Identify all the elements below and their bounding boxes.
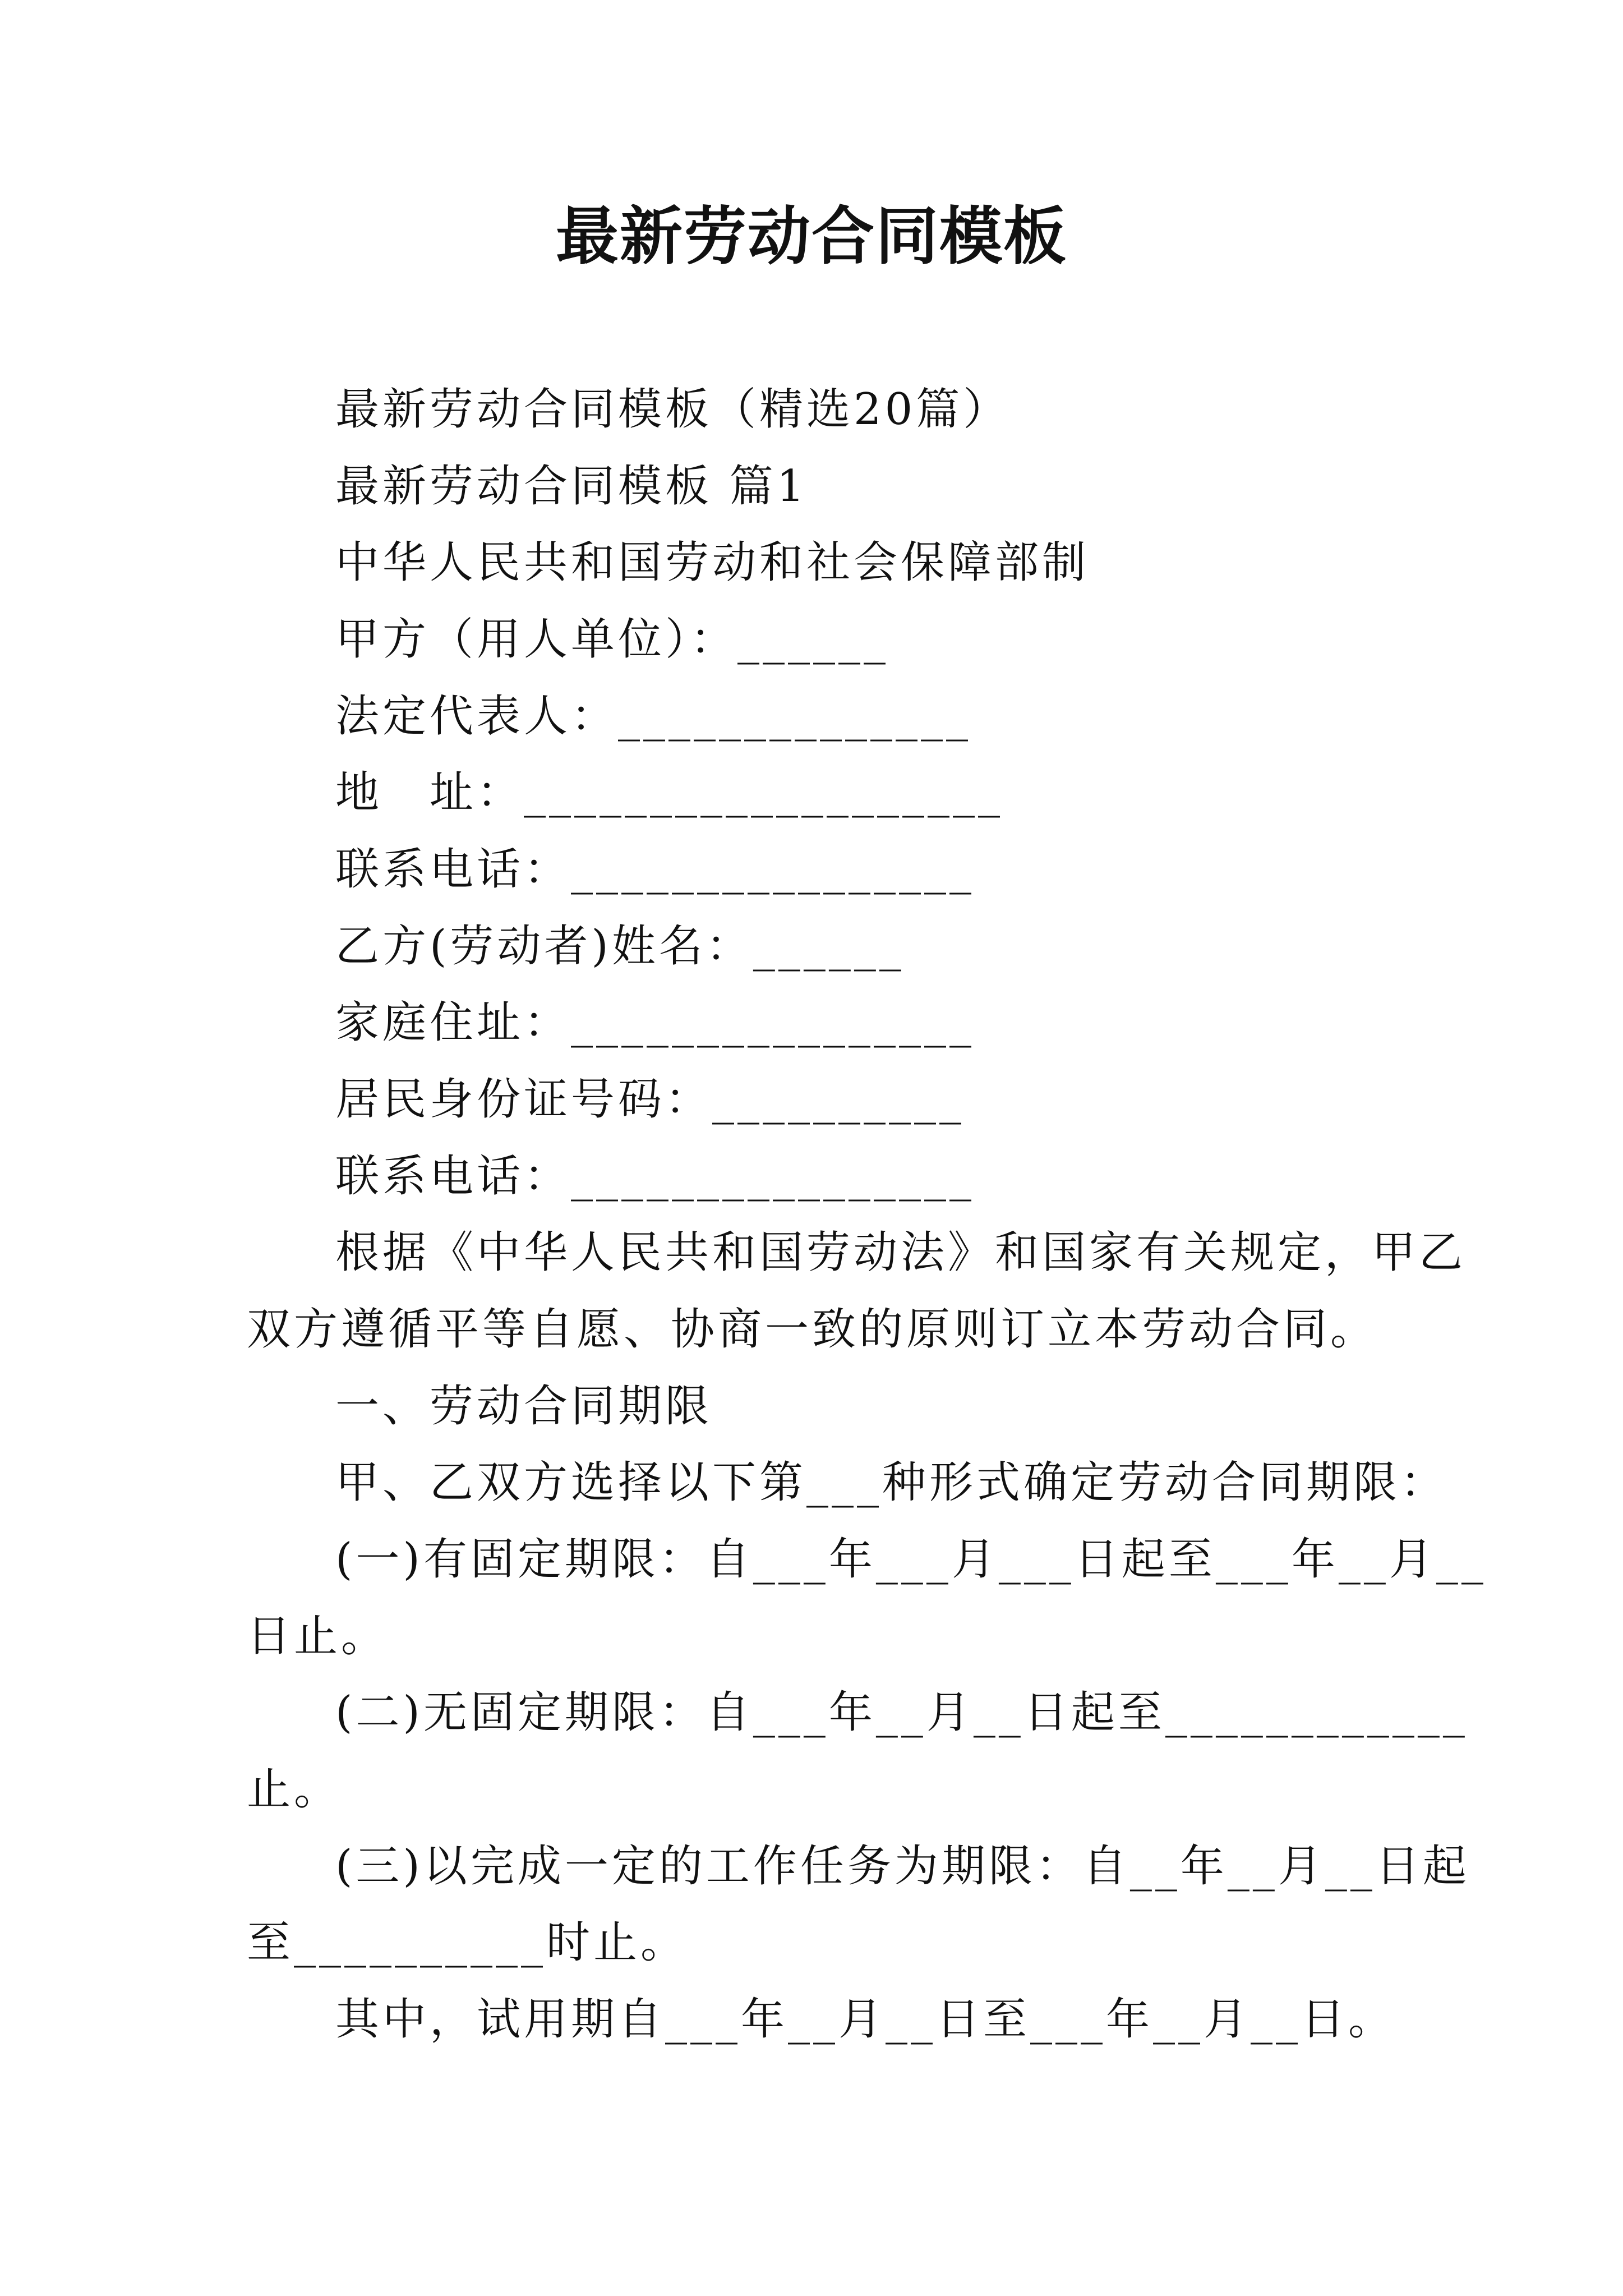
- id-number-line: 居民身份证号码：__________: [335, 1074, 965, 1125]
- legal-rep-line: 法定代表人：______________: [335, 691, 972, 742]
- task-term-line-1: (三)以完成一定的工作任务为期限：自__年__月__日起: [335, 1841, 1470, 1892]
- open-term-line-2: 止。: [247, 1764, 342, 1815]
- task-term-line-2: 至__________时止。: [247, 1917, 688, 1968]
- body-paragraph-line-1: 根据《中华人民共和国劳动法》和国家有关规定，甲乙: [335, 1227, 1467, 1278]
- party-b-name-line: 乙方(劳动者)姓名：______: [335, 921, 905, 972]
- probation-line: 其中，试用期自___年__月__日至___年__月__日。: [335, 1994, 1396, 2045]
- phone-line-a: 联系电话：________________: [335, 844, 975, 895]
- section-heading-line: 最新劳动合同模板 篇1: [335, 461, 808, 512]
- body-paragraph-line-2: 双方遵循平等自愿、协商一致的原则订立本劳动合同。: [247, 1304, 1378, 1355]
- fixed-term-line-2: 日止。: [247, 1611, 389, 1662]
- clause-heading-line: 一、劳动合同期限: [335, 1381, 713, 1432]
- open-term-line-1: (二)无固定期限：自___年__月__日起至____________: [335, 1687, 1468, 1738]
- clause-intro-line: 甲、乙双方选择以下第___种形式确定劳动合同期限：: [335, 1457, 1448, 1508]
- home-address-line: 家庭住址：________________: [335, 997, 975, 1048]
- phone-line-b: 联系电话：________________: [335, 1151, 975, 1202]
- issuer-line: 中华人民共和国劳动和社会保障部制: [335, 537, 1090, 588]
- fixed-term-line-1: (一)有固定期限：自___年___月___日起至___年__月__: [335, 1534, 1487, 1585]
- party-a-line: 甲方（用人单位）：______: [335, 614, 889, 665]
- address-line: 地 址：___________________: [335, 767, 1004, 818]
- document-title: 最新劳动合同模板: [556, 200, 1067, 273]
- subtitle-line: 最新劳动合同模板（精选20篇）: [335, 384, 1011, 435]
